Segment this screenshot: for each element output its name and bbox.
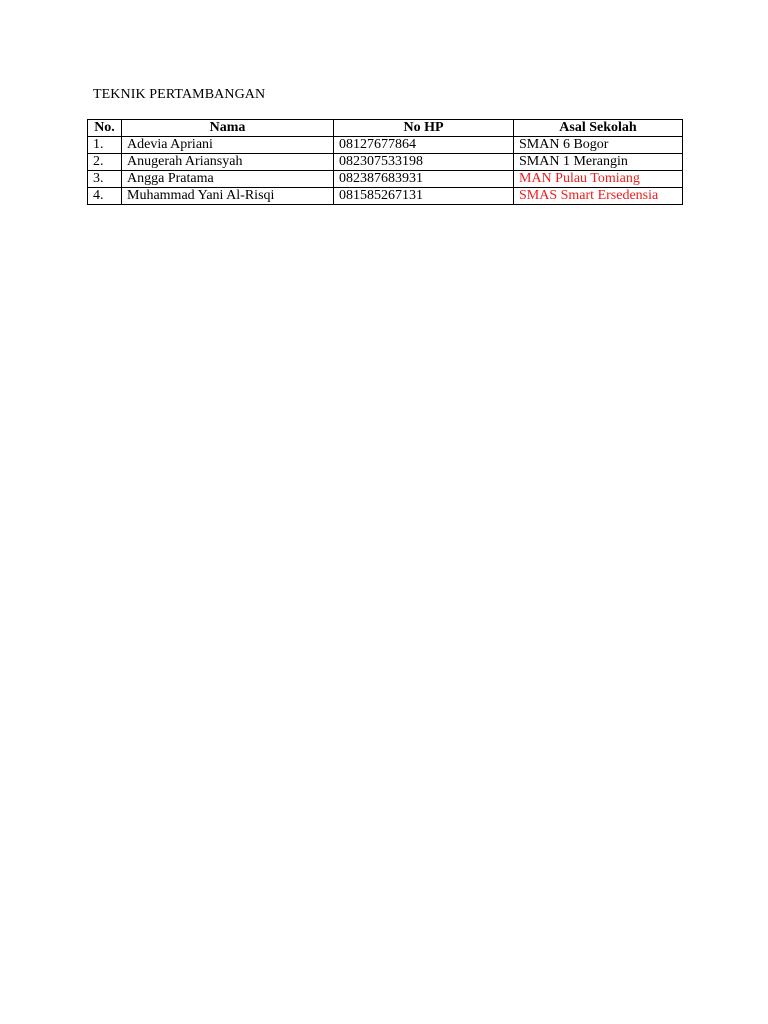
cell-no: 3.	[88, 171, 122, 188]
cell-asal: SMAN 6 Bogor	[514, 137, 683, 154]
cell-nama: Anugerah Ariansyah	[122, 154, 334, 171]
cell-asal: SMAS Smart Ersedensia	[514, 188, 683, 205]
cell-nama: Adevia Apriani	[122, 137, 334, 154]
student-table	[87, 119, 683, 205]
header-no: No.	[88, 120, 122, 137]
cell-nama: Angga Pratama	[122, 171, 334, 188]
header-nama: Nama	[122, 120, 334, 137]
table-row	[88, 137, 683, 154]
header-asal-sekolah: Asal Sekolah	[514, 120, 683, 137]
table-row	[88, 154, 683, 171]
cell-asal: SMAN 1 Merangin	[514, 154, 683, 171]
cell-hp: 082307533198	[334, 154, 514, 171]
table-row	[88, 188, 683, 205]
cell-no: 2.	[88, 154, 122, 171]
cell-no: 1.	[88, 137, 122, 154]
table-header-row	[88, 120, 683, 137]
cell-asal: MAN Pulau Tomiang	[514, 171, 683, 188]
header-no-hp: No HP	[334, 120, 514, 137]
cell-no: 4.	[88, 188, 122, 205]
cell-hp: 08127677864	[334, 137, 514, 154]
page-title: TEKNIK PERTAMBANGAN	[93, 87, 266, 102]
cell-hp: 081585267131	[334, 188, 514, 205]
table-row	[88, 171, 683, 188]
cell-nama: Muhammad Yani Al-Risqi	[122, 188, 334, 205]
cell-hp: 082387683931	[334, 171, 514, 188]
